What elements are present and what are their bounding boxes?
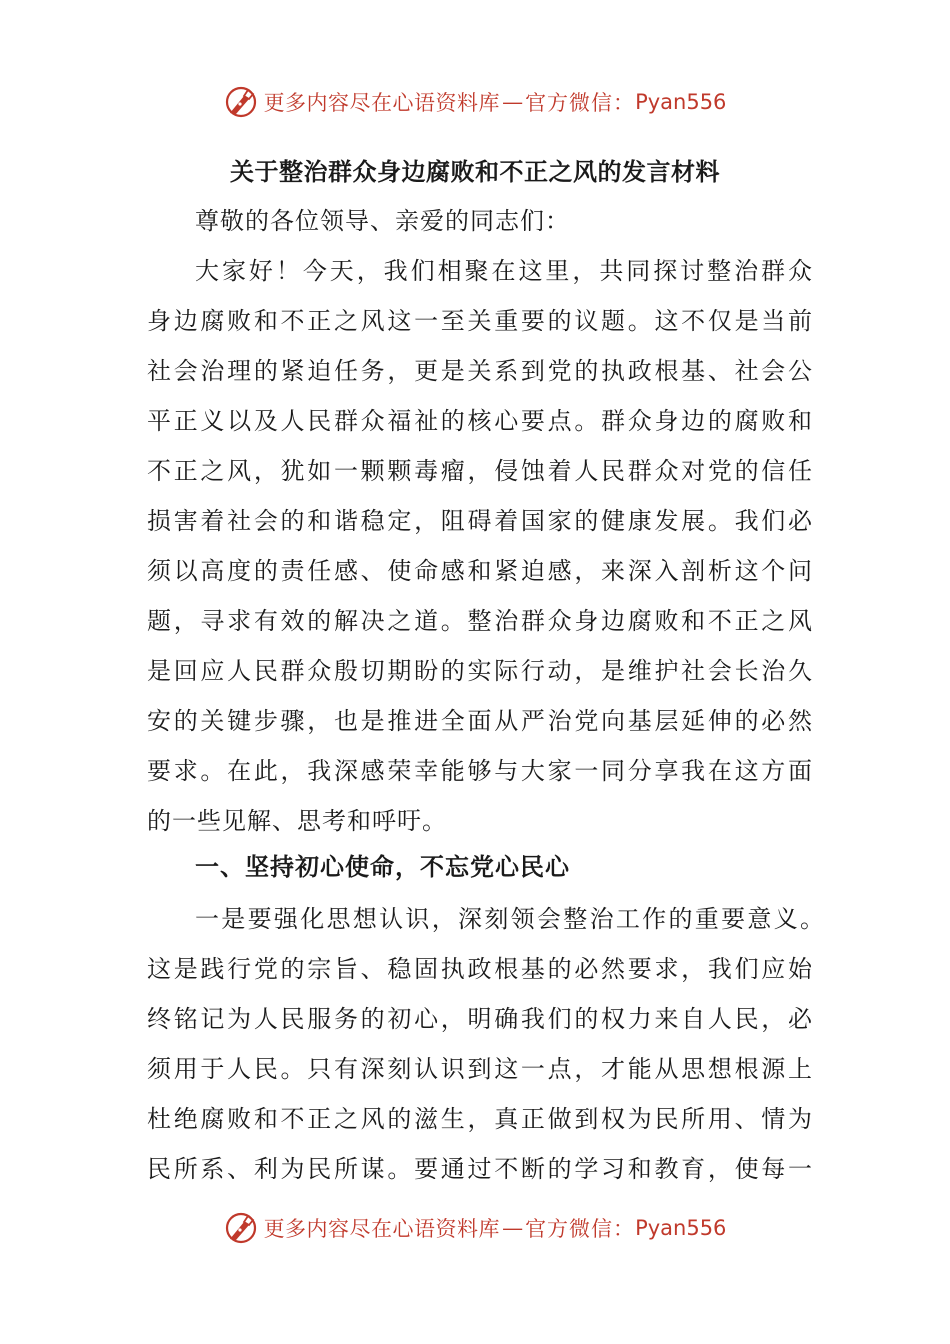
paragraph-line: 平正义以及人民群众福祉的核心要点。群众身边的腐败和 bbox=[147, 407, 813, 435]
section-heading: 一、坚持初心使命，不忘党心民心 bbox=[195, 853, 570, 881]
paragraph-line: 的一些见解、思考和呼吁。 bbox=[147, 807, 447, 835]
footer-watermark-banner bbox=[0, 1208, 950, 1248]
banner-dash: — bbox=[502, 1216, 524, 1240]
banner-wechat-label: 官方微信： bbox=[525, 91, 636, 115]
paragraph-line: 题，寻求有效的解决之道。整治群众身边腐败和不正之风 bbox=[147, 607, 813, 635]
paragraph-line: 身边腐败和不正之风这一至关重要的议题。这不仅是当前 bbox=[147, 307, 813, 335]
banner-wechat-id: Pyan556 bbox=[635, 1216, 727, 1240]
paragraph-line: 民所系、利为民所谋。要通过不断的学习和教育，使每一 bbox=[147, 1155, 813, 1183]
paragraph-line: 安的关键步骤，也是推进全面从严治党向基层延伸的必然 bbox=[147, 707, 813, 735]
greeting: 尊敬的各位领导、亲爱的同志们： bbox=[195, 207, 570, 235]
paragraph-line: 这是践行党的宗旨、稳固执政根基的必然要求，我们应始 bbox=[147, 955, 813, 983]
paragraph-line: 不正之风，犹如一颗颗毒瘤，侵蚀着人民群众对党的信任 bbox=[147, 457, 813, 485]
banner-dash: — bbox=[502, 90, 524, 114]
header-watermark-banner bbox=[0, 82, 950, 122]
paragraph-line: 须用于人民。只有深刻认识到这一点，才能从思想根源上 bbox=[147, 1055, 813, 1083]
paragraph-line: 社会治理的紧迫任务，更是关系到党的执政根基、社会公 bbox=[147, 357, 813, 385]
paragraph-line: 一是要强化思想认识，深刻领会整治工作的重要意义。 bbox=[195, 905, 825, 933]
paragraph-line: 杜绝腐败和不正之风的滋生，真正做到权为民所用、情为 bbox=[147, 1105, 813, 1133]
banner-site-text: 更多内容尽在心语资料库 bbox=[263, 91, 501, 115]
paragraph-line: 损害着社会的和谐稳定，阻碍着国家的健康发展。我们必 bbox=[147, 507, 813, 535]
paragraph-line: 要求。在此，我深感荣幸能够与大家一同分享我在这方面 bbox=[147, 757, 813, 785]
pen-nib-logo-icon bbox=[224, 1211, 258, 1245]
banner-wechat-id: Pyan556 bbox=[635, 90, 727, 114]
pen-nib-logo-icon bbox=[224, 85, 258, 119]
paragraph-line: 是回应人民群众殷切期盼的实际行动，是维护社会长治久 bbox=[147, 657, 813, 685]
paragraph-line: 大家好！今天，我们相聚在这里，共同探讨整治群众 bbox=[195, 257, 813, 285]
paragraph-line: 终铭记为人民服务的初心，明确我们的权力来自人民，必 bbox=[147, 1005, 813, 1033]
banner-site-text: 更多内容尽在心语资料库 bbox=[263, 1217, 501, 1241]
banner-wechat-label: 官方微信： bbox=[525, 1217, 636, 1241]
paragraph-line: 须以高度的责任感、使命感和紧迫感，来深入剖析这个问 bbox=[147, 557, 813, 585]
document-title: 关于整治群众身边腐败和不正之风的发言材料 bbox=[230, 158, 720, 186]
